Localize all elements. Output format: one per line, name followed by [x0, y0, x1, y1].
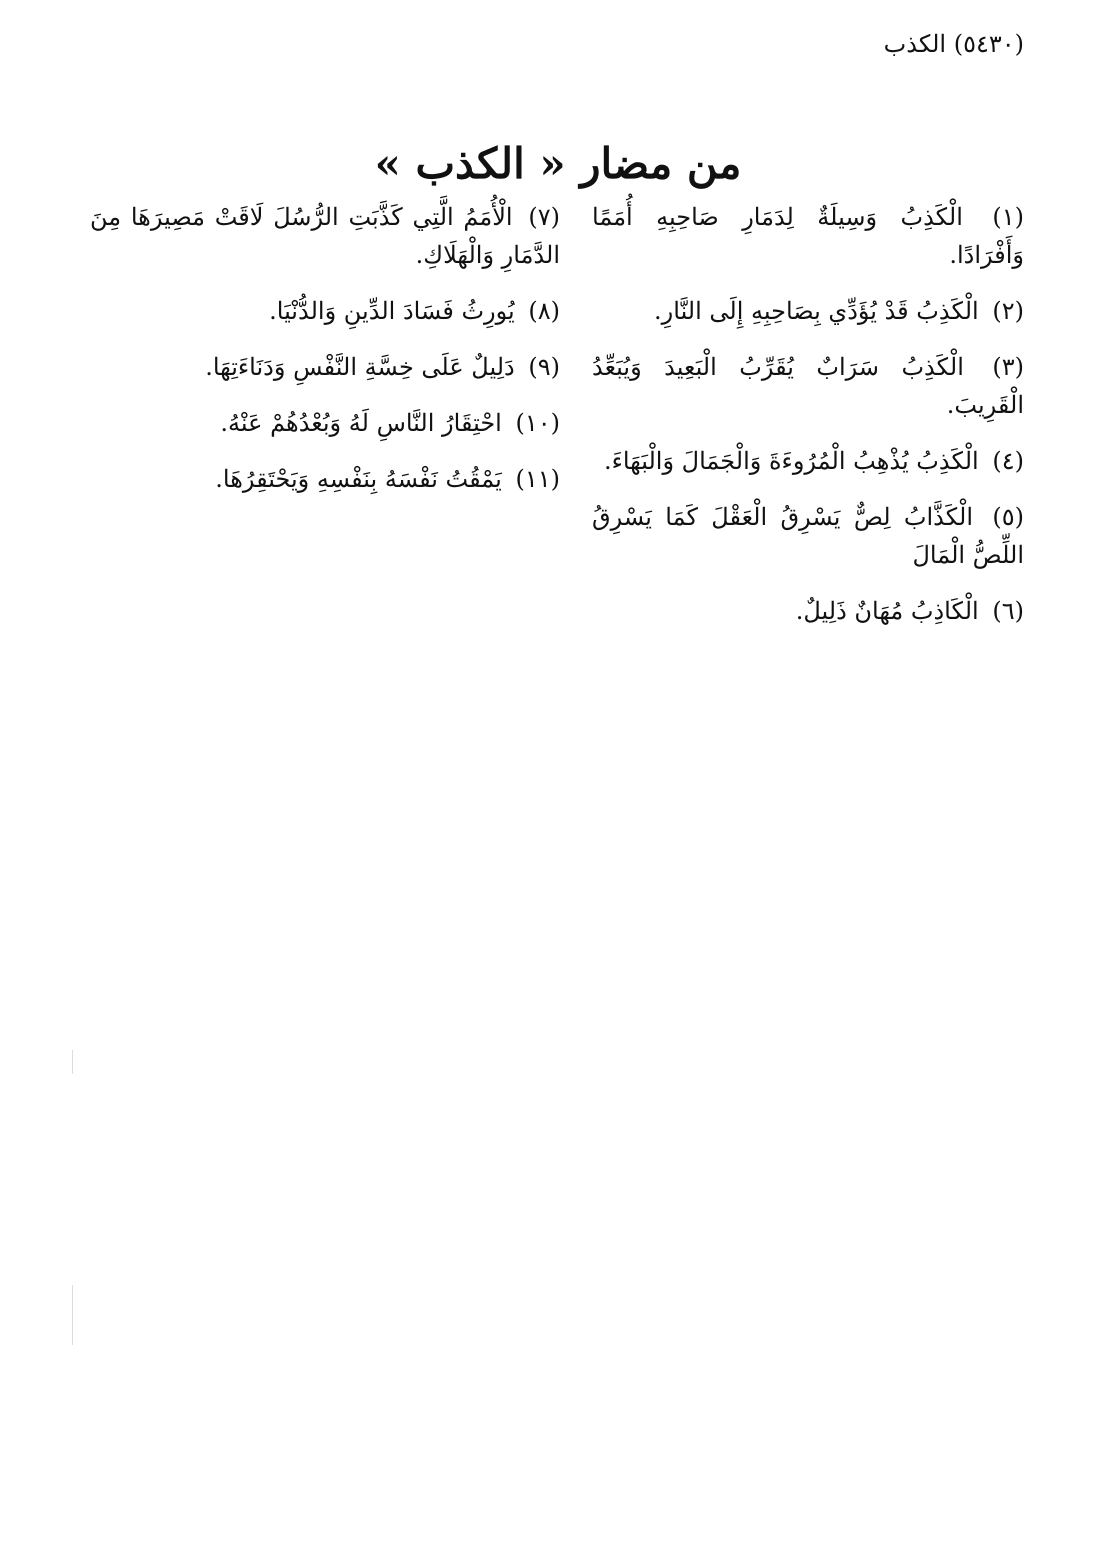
item-text: احْتِقَارُ النَّاسِ لَهُ وَبُعْدُهُمْ عَنْهُ. — [220, 409, 502, 437]
item-number: (٣) — [992, 353, 1024, 381]
item-text: الْأُمَمُ الَّتِي كَذَّبَتِ الرُّسُلَ لَاقَتْ مَصِيرَهَا مِنَ الدَّمَارِ وَالْهَلَاكِ. — [90, 203, 560, 269]
item-number: (١٠) — [515, 409, 560, 437]
list-item — [90, 460, 560, 498]
list-item — [592, 592, 1024, 630]
item-text: دَلِيلٌ عَلَى خِسَّةِ النَّفْسِ وَدَنَاءَتِهَا. — [205, 353, 515, 381]
item-number: (٤) — [992, 447, 1024, 475]
item-number: (١١) — [515, 465, 560, 493]
running-header: (٥٤٣٠) الكذب — [883, 30, 1024, 58]
item-text: الْكَذِبُ يُذْهِبُ الْمُرُوءَةَ وَالْجَمَالَ وَالْبَهَاءَ. — [603, 447, 979, 475]
list-item — [90, 404, 560, 442]
item-text: الْكَذَّابُ لِصٌّ يَسْرِقُ الْعَقْلَ كَمَا يَسْرِقُ اللِّصُّ الْمَالَ — [592, 503, 1024, 569]
item-text: الْكَذِبُ وَسِيلَةٌ لِدَمَارِ صَاحِبِهِ أُمَمًا وَأَفْرَادًا. — [592, 203, 1024, 269]
list-item — [592, 442, 1024, 480]
page-title: من مضار « الكذب » — [374, 139, 742, 189]
item-number: (٦) — [992, 597, 1024, 625]
item-number: (١) — [992, 203, 1024, 231]
scan-margin-mark — [72, 1050, 73, 1074]
two-column-list — [90, 198, 1024, 648]
item-text: الْكَاذِبُ مُهَانٌ ذَلِيلٌ. — [795, 597, 979, 625]
list-item — [592, 348, 1024, 424]
item-text: يُورِثُ فَسَادَ الدِّينِ وَالدُّنْيَا. — [269, 297, 515, 325]
item-number: (٧) — [528, 203, 560, 231]
left-column — [90, 198, 560, 648]
list-item — [592, 292, 1024, 330]
item-number: (٢) — [992, 297, 1024, 325]
item-text: الْكَذِبُ قَدْ يُؤَدِّي بِصَاحِبِهِ إِلَى النَّارِ. — [654, 297, 979, 325]
item-text: يَمْقُتُ نَفْسَهُ بِنَفْسِهِ وَيَحْتَقِرُهَا. — [215, 465, 502, 493]
item-number: (٥) — [992, 503, 1024, 531]
list-item — [592, 498, 1024, 574]
scan-margin-mark — [72, 1285, 73, 1345]
list-item — [90, 348, 560, 386]
right-column — [592, 198, 1024, 648]
item-number: (٨) — [528, 297, 560, 325]
item-number: (٩) — [528, 353, 560, 381]
list-item — [90, 292, 560, 330]
item-text: الْكَذِبُ سَرَابٌ يُقَرِّبُ الْبَعِيدَ وَيُبَعِّدُ الْقَرِيبَ. — [592, 353, 1024, 419]
list-item — [592, 198, 1024, 274]
list-item — [90, 198, 560, 274]
